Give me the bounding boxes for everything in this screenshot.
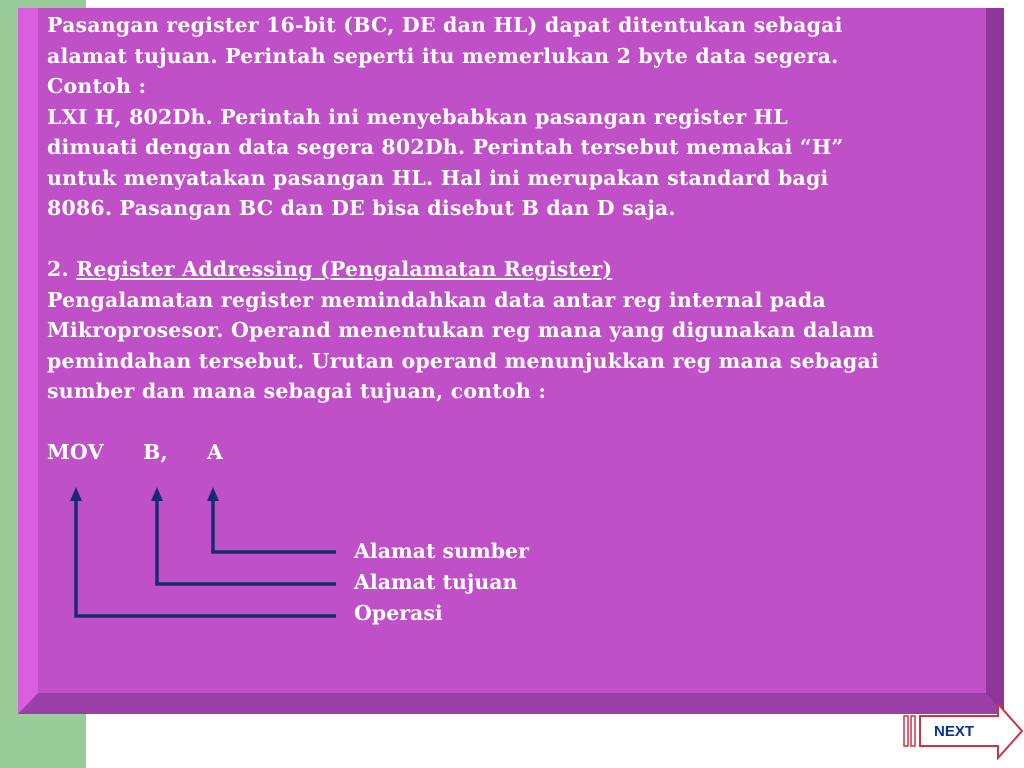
instruction-dest: B,	[143, 440, 168, 464]
arrowhead-dest	[151, 487, 163, 501]
text-line: 8086. Pasangan BC dan DE bisa disebut B dan D saja.	[47, 196, 676, 220]
instruction-src: A	[207, 440, 224, 464]
section-title: Register Addressing (Pengalamatan Register)	[76, 257, 613, 281]
text-line: untuk menyatakan pasangan HL. Hal ini merupakan standard bagi	[47, 165, 829, 190]
arrow-source	[213, 500, 336, 552]
text-line: Pengalamatan register memindahkan data antar reg internal pada	[47, 287, 826, 312]
text-line: dimuati dengan data segera 802Dh. Perintah tersebut memakai “H”	[47, 135, 844, 159]
text-line: LXI H, 802Dh. Perintah ini menyebabkan pasangan register HL	[47, 104, 788, 129]
instruction-opcode: MOV	[47, 440, 104, 464]
text-line: alamat tujuan. Perintah seperti itu memerlukan 2 byte data segera.	[47, 43, 839, 68]
label-dest: Alamat tujuan	[354, 570, 518, 594]
next-label: NEXT	[934, 723, 975, 740]
section-number: 2.	[47, 257, 69, 281]
label-source: Alamat sumber	[354, 539, 529, 563]
arrow-op	[76, 500, 336, 616]
arrowhead-op	[70, 487, 82, 501]
label-op: Operasi	[354, 601, 443, 625]
text-line: Contoh :	[47, 74, 147, 98]
text-line: pemindahan tersebut. Urutan operand menunjukkan reg mana sebagai	[47, 348, 879, 373]
arrowhead-source	[207, 487, 219, 501]
text-line: Pasangan register 16-bit (BC, DE dan HL) dapat ditentukan sebagai	[47, 13, 843, 37]
arrow-dest	[157, 500, 336, 584]
text-line: Mikroprosesor. Operand menentukan reg mana yang digunakan dalam	[47, 318, 875, 342]
text-line: sumber dan mana sebagai tujuan, contoh :	[47, 379, 547, 403]
